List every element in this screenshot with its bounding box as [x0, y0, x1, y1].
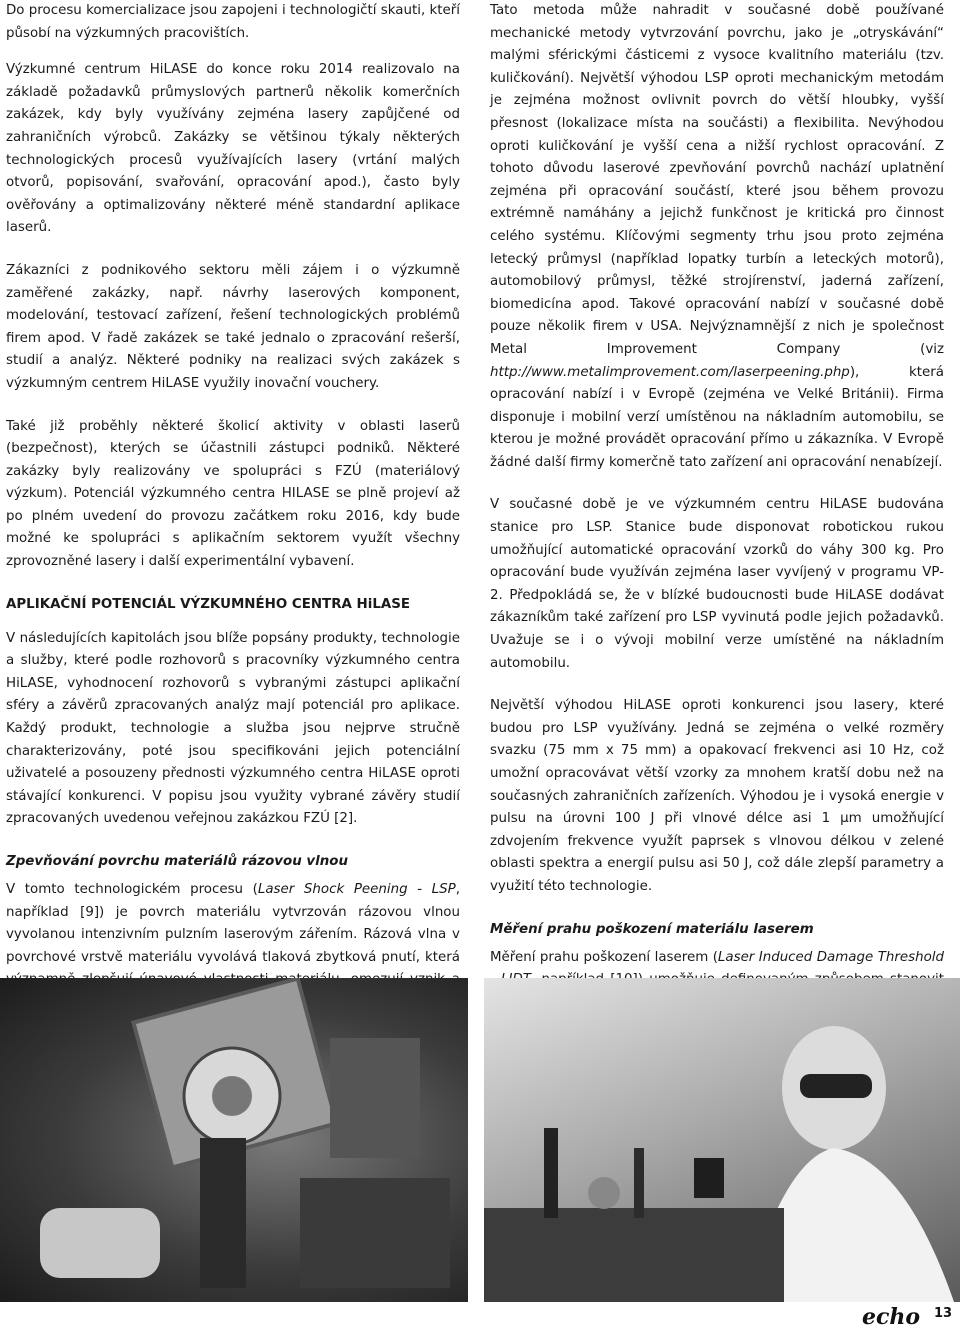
text-span: Měření prahu poškození laserem ( — [490, 949, 718, 965]
left-column — [6, 0, 460, 1057]
paragraph — [490, 0, 944, 474]
paragraph: Výzkumné centrum HiLASE do konce roku 2014 realizovalo na základě požadavků průmyslových partnerů několik komerčních zakázek, kdy byly využívány zejména lasery zapůjčené od zahraničních výrobců. Zakázky se většinou týkaly některých technologických procesů využívajících lasery (vrtání malých otvorů, popisování, svařování, opracování apod.), často byly ověřovány a optimalizovány některé méně standardní aplikace laserů. — [6, 62, 460, 236]
italic-link: http://www.metalimprovement.com/laserpeening.php — [490, 364, 850, 380]
photo-lab-researcher — [484, 978, 960, 1302]
paragraph: V současné době je ve výzkumném centru HiLASE budována stanice pro LSP. Stanice bude disponovat robotickou rukou umožňující automatické opracování vzorků do váhy 300 kg. Pro opracování bude využíván zejména laser vyvíjený v programu VP-2. Předpokládá se, že v blízké budoucnosti bude HiLASE dodávat zákazníkům také zařízení pro LSP vyvinutá podle jejich požadavků. Uvažuje se i o vývoji mobilní verze umístěné na nákladním automobilu. — [490, 497, 944, 671]
text-span: ), která opracování nabízí i v Evropě (zejména ve Velké Británii). Firma disponuje i mobilní verzí umístěnou na nákladním automobilu, se kterou je možné provádět opracování přímo u zákazníka. V Evropě žádné další firmy komerčně tato zařízení ani opracování nenabízejí. — [490, 364, 944, 470]
text-span: Tato metoda může nahradit v současné době používané mechanické metody vytvrzování povrchu, jako je „otryskávání“ malými sférickými částicemi z vysoce kvalitního materiálu (tzv. kuličkování). Největší výhodou LSP oproti mechanickým metodám je zejména možnost ovlivnit povrch do větší hloubky, vyšší přesnost (lokalizace místa na součásti) a flexibilita. Nevýhodou oproti kuličkování je vyšší cena a nižší rychlost opracování. Z tohoto důvodu laserové zpevňování povrchů nachází uplatnění zejména při opracování součástí, které jsou během provozu extrémně namáhány a jejichž funkčnost je kritická pro činnost celého systému. Klíčovými segmenty trhu jsou proto zejména letecký průmysl (například lopatky turbín a leteckých motorů), automobilový průmysl, těžké strojírenství, jaderná zařízení, biomedicína apod. Takové opracování nabízí v současné době pouze několik firem v USA. Nejvýznamnější z nich je společnost Metal Improvement Company (viz — [490, 3, 944, 357]
lab-researcher-illustration — [484, 978, 960, 1302]
paragraph: Největší výhodou HiLASE oproti konkurenci jsou lasery, které budou pro LSP využívány. Jedná se zejména o velké rozměry svazku (75 mm x 75 mm) a opakovací frekvenci asi 10 Hz, což umožní opracovávat větší vzorky za mnohem kratší dobu než na současných zahraničních zařízeních. Výhodou je i vysoká energie v pulsu na úrovni 100 J při vlnové délce asi 1 µm umožňující zdvojením frekvence využít paprsek s vlnovou délkou v zelené oblasti spektra a energií pulsu asi 50 J, což dále zlepší parametry a využití této technologie. — [490, 698, 944, 894]
paragraph: V následujících kapitolách jsou blíže popsány produkty, technologie a služby, které podle rozhovorů s pracovníky výzkumného centra HiLASE, vyhodnocení rozhovorů s vybranými zástupci aplikační sféry a závěrů zpracovaných analýz mají potenciál pro aplikace. Každý produkt, technologie a služba jsou nejprve stručně charakterizovány, poté jsou specifikováni jejich potenciální uživatelé a posouzeny přednosti výzkumného centra HiLASE oproti stávající konkurenci. V popisu jsou využity vybrané závěry studií zpracovaných uvedenou veřejnou zakázkou FZÚ [2]. — [6, 630, 460, 827]
paragraph: Zákazníci z podnikového sektoru měli zájem i o výzkumně zaměřené zakázky, např. návrhy laserových komponent, modelování, testovací zařízení, řešení technologických problémů firem apod. V řadě zakázek se také jednalo o zpracování rešerší, studií a analýz. Některé podniky na realizaci svých zakázek s výzkumným centrem HiLASE využily inovační vouchery. — [6, 262, 460, 391]
page-number: 13 — [934, 1306, 953, 1321]
subsection-heading: Zpevňování povrchu materiálů rázovou vlnou — [6, 854, 348, 869]
paragraph: Do procesu komercializace jsou zapojeni i technologičtí skauti, kteří působí na výzkumných pracovištích. — [6, 3, 460, 41]
paragraph: Také již proběhly některé školicí aktivity v oblasti laserů (bezpečnost), kterých se účastnili zástupci podniků. Některé zakázky byly realizovány ve spolupráci s FZÚ (materiálový výzkum). Potenciál výzkumného centra HILASE se plně projeví až po plném uvedení do provozu začátkem roku 2016, kdy bude možné ke spolupráci s aplikačním sektorem využít všechny zprovozněné lasery i další experimentální vybavení. — [6, 418, 460, 570]
photo-strip — [0, 978, 960, 1302]
section-heading: APLIKAČNÍ POTENCIÁL VÝZKUMNÉHO CENTRA HiLASE — [6, 596, 411, 612]
text-span: , například [9]) je povrch materiálu vytvrzován rázovou vlnou vyvolanou intenzivním pulzním laserovým zářením. Rázová vlna v povrchové vrstvě materiálu vyvolává tlaková zbytková pnutí, která — [6, 882, 460, 965]
subsection-heading: Měření prahu poškození materiálu laserem — [490, 921, 814, 937]
italic-term: Laser Induced Damage Threshold — [717, 949, 944, 965]
photo-laser-apparatus — [0, 978, 468, 1302]
echo-logo: echo — [862, 1304, 921, 1330]
right-column — [490, 0, 944, 1147]
text-span: V tomto technologickém procesu ( — [6, 882, 258, 897]
laser-apparatus-illustration — [0, 978, 468, 1302]
italic-term: Laser Shock Peening - LSP — [257, 882, 456, 897]
